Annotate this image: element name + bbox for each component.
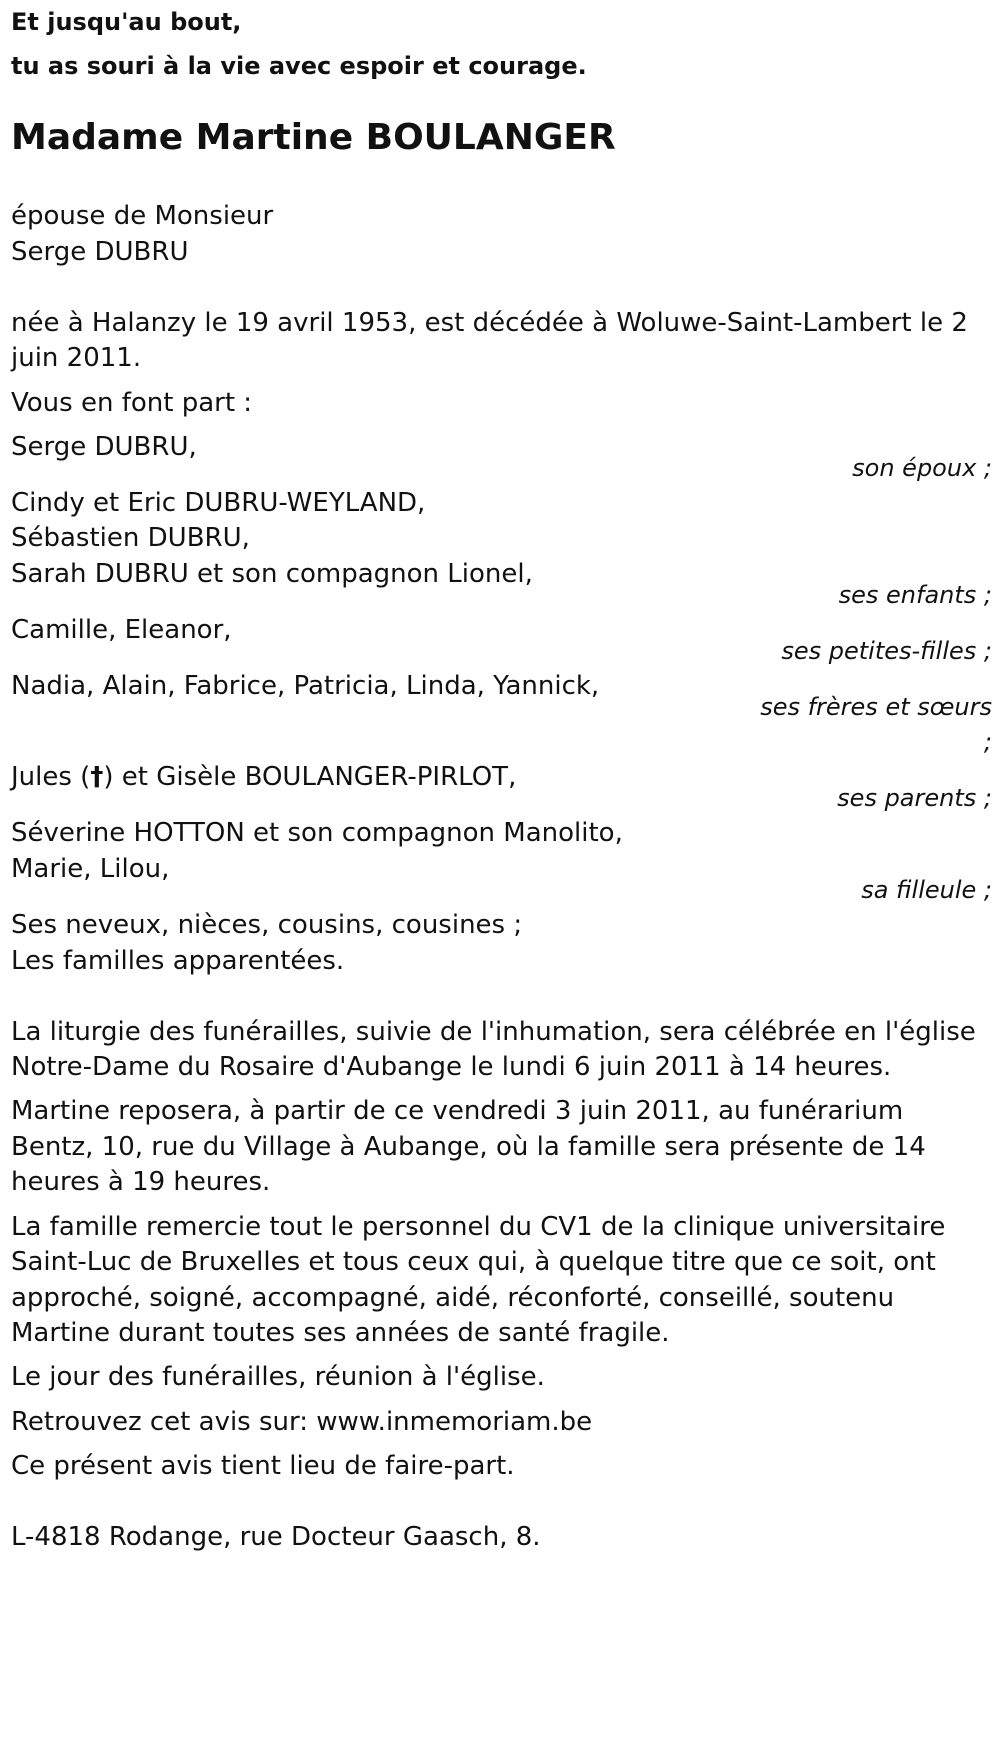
liturgy-line-2: Notre-Dame du Rosaire d'Aubange le lundi 6 juin 2011 à 14 heures. — [11, 1052, 892, 1082]
family-enfant-2: Sébastien DUBRU, — [11, 523, 250, 553]
meeting-line: Le jour des funérailles, réunion à l'église. — [11, 1362, 545, 1392]
family-filleule-relation: sa filleule ; — [861, 876, 992, 904]
spouse-line-1: épouse de Monsieur — [11, 201, 274, 231]
liturgy-line-1: La liturgie des funérailles, suivie de l'inhumation, sera célébrée en l'église — [11, 1017, 976, 1047]
birth-death-line-2: juin 2011. — [11, 343, 142, 373]
thanks-line-1: La famille remercie tout le personnel du CV1 de la clinique universitaire — [11, 1212, 946, 1242]
quote-line-1: Et jusqu'au bout, — [11, 8, 242, 36]
thanks-line-3: approché, soigné, accompagné, aidé, réconforté, conseillé, soutenu — [11, 1283, 895, 1313]
wake-line-1: Martine reposera, à partir de ce vendredi 3 juin 2011, au funérarium — [11, 1096, 904, 1126]
family-parents-relation: ses parents ; — [837, 784, 992, 812]
parents-name-start: Jules ( — [11, 762, 91, 792]
family-epoux-relation: son époux ; — [852, 454, 992, 482]
family-enfant-3: Sarah DUBRU et son compagnon Lionel, — [11, 559, 533, 589]
family-petites-filles-name: Camille, Eleanor, — [11, 615, 232, 645]
family-enfant-1: Cindy et Eric DUBRU-WEYLAND, — [11, 488, 426, 518]
website-line: Retrouvez cet avis sur: www.inmemoriam.be — [11, 1407, 593, 1437]
cross-icon: † — [90, 762, 104, 792]
family-filleule-line-1: Séverine HOTTON et son compagnon Manolito, — [11, 818, 623, 848]
thanks-line-4: Martine durant toutes ses années de santé fragile. — [11, 1318, 670, 1348]
parents-name-end: ) et Gisèle BOULANGER-PIRLOT, — [103, 762, 517, 792]
birth-death-line-1: née à Halanzy le 19 avril 1953, est décédée à Woluwe-Saint-Lambert le 2 — [11, 308, 968, 338]
quote-line-2: tu as souri à la vie avec espoir et courage. — [11, 52, 587, 80]
family-filleule-line-2: Marie, Lilou, — [11, 854, 170, 884]
family-others-2: Les familles apparentées. — [11, 946, 345, 976]
notice-line: Ce présent avis tient lieu de faire-part. — [11, 1451, 515, 1481]
family-others-1: Ses neveux, nièces, cousins, cousines ; — [11, 910, 523, 940]
deceased-name: Madame Martine BOULANGER — [11, 117, 616, 158]
family-freres-relation: ses frères et sœurs — [760, 693, 992, 721]
wake-line-3: heures à 19 heures. — [11, 1167, 271, 1197]
thanks-line-2: Saint-Luc de Bruxelles et tous ceux qui, à quelque titre que ce soit, ont — [11, 1247, 936, 1277]
family-enfants-relation: ses enfants ; — [838, 581, 992, 609]
wake-line-2: Bentz, 10, rue du Village à Aubange, où la famille sera présente de 14 — [11, 1132, 926, 1162]
announce-line: Vous en font part : — [11, 388, 253, 418]
spouse-line-2: Serge DUBRU — [11, 237, 189, 267]
family-freres-name: Nadia, Alain, Fabrice, Patricia, Linda, Yannick, — [11, 671, 600, 701]
family-petites-filles-relation: ses petites-filles ; — [781, 637, 992, 665]
family-epoux-name: Serge DUBRU, — [11, 432, 197, 462]
family-freres-relation-end: ; — [983, 728, 992, 756]
address-line: L-4818 Rodange, rue Docteur Gaasch, 8. — [11, 1522, 541, 1552]
